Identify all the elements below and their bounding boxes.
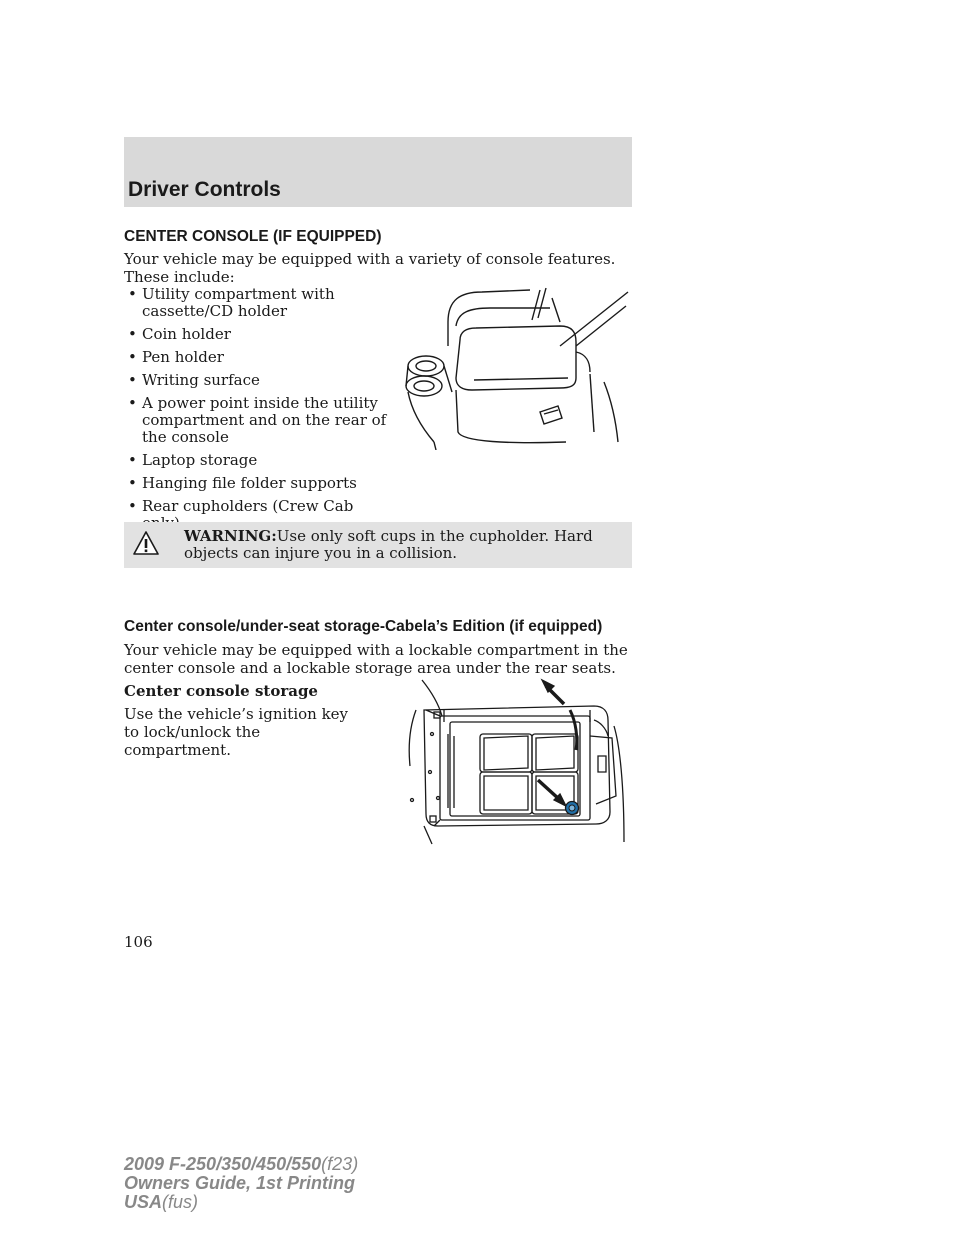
center-console-storage-instruction: Use the vehicle’s ignition key to lock/unlock the compartment. xyxy=(124,705,349,759)
footer xyxy=(124,1155,358,1212)
list-item: • Utility compartment with cassette/CD holder xyxy=(128,285,335,320)
bullet: • xyxy=(128,474,137,492)
warning-label: WARNING: xyxy=(184,527,277,545)
warning-message: Use only soft cups in the cupholder. Hard objects can injure you in a collision. xyxy=(184,527,593,562)
cabelas-heading: Center console/under-seat storage-Cabela’s Edition (if equipped) xyxy=(124,618,603,635)
bullet: • xyxy=(128,348,137,366)
list-item: • Laptop storage xyxy=(128,451,258,469)
center-console-storage-subheading: Center console storage xyxy=(124,682,318,700)
list-item: • Writing surface xyxy=(128,371,260,389)
bullet: • xyxy=(128,371,137,389)
cabelas-intro: Your vehicle may be equipped with a lockable compartment in the center console and a lockable storage area under the rear seats. xyxy=(124,641,628,677)
list-item: • Rear cupholders (Crew Cab xyxy=(128,497,354,515)
warning-triangle-icon xyxy=(133,531,159,555)
feature-list xyxy=(124,286,394,538)
center-console-illustration xyxy=(400,282,632,450)
center-console-heading: CENTER CONSOLE (IF EQUIPPED) xyxy=(124,228,382,245)
bullet: • xyxy=(128,451,137,469)
lockable-compartment-illustration xyxy=(404,676,632,848)
bullet: • xyxy=(128,325,137,343)
section-title: Driver Controls xyxy=(128,178,281,201)
bullet: • xyxy=(128,394,137,412)
warning-text xyxy=(184,528,624,562)
list-item: • A power point inside the utility compartment and on the rear of the console xyxy=(128,394,387,446)
list-item: • Hanging file folder supports xyxy=(128,474,357,492)
center-console-intro: Your vehicle may be equipped with a variety of console features. These include: xyxy=(124,250,616,286)
list-item: • Coin holder xyxy=(128,325,231,343)
bullet: • xyxy=(128,497,137,515)
bullet: • xyxy=(128,285,137,303)
list-item: • Pen holder xyxy=(128,348,224,366)
footer-model-line: 2009 F-250/350/450/550(f23) xyxy=(124,1154,359,1174)
page-number: 106 xyxy=(124,933,153,951)
footer-market-line: USA(fus) xyxy=(124,1192,199,1212)
footer-guide-line: Owners Guide, 1st Printing xyxy=(124,1173,356,1193)
